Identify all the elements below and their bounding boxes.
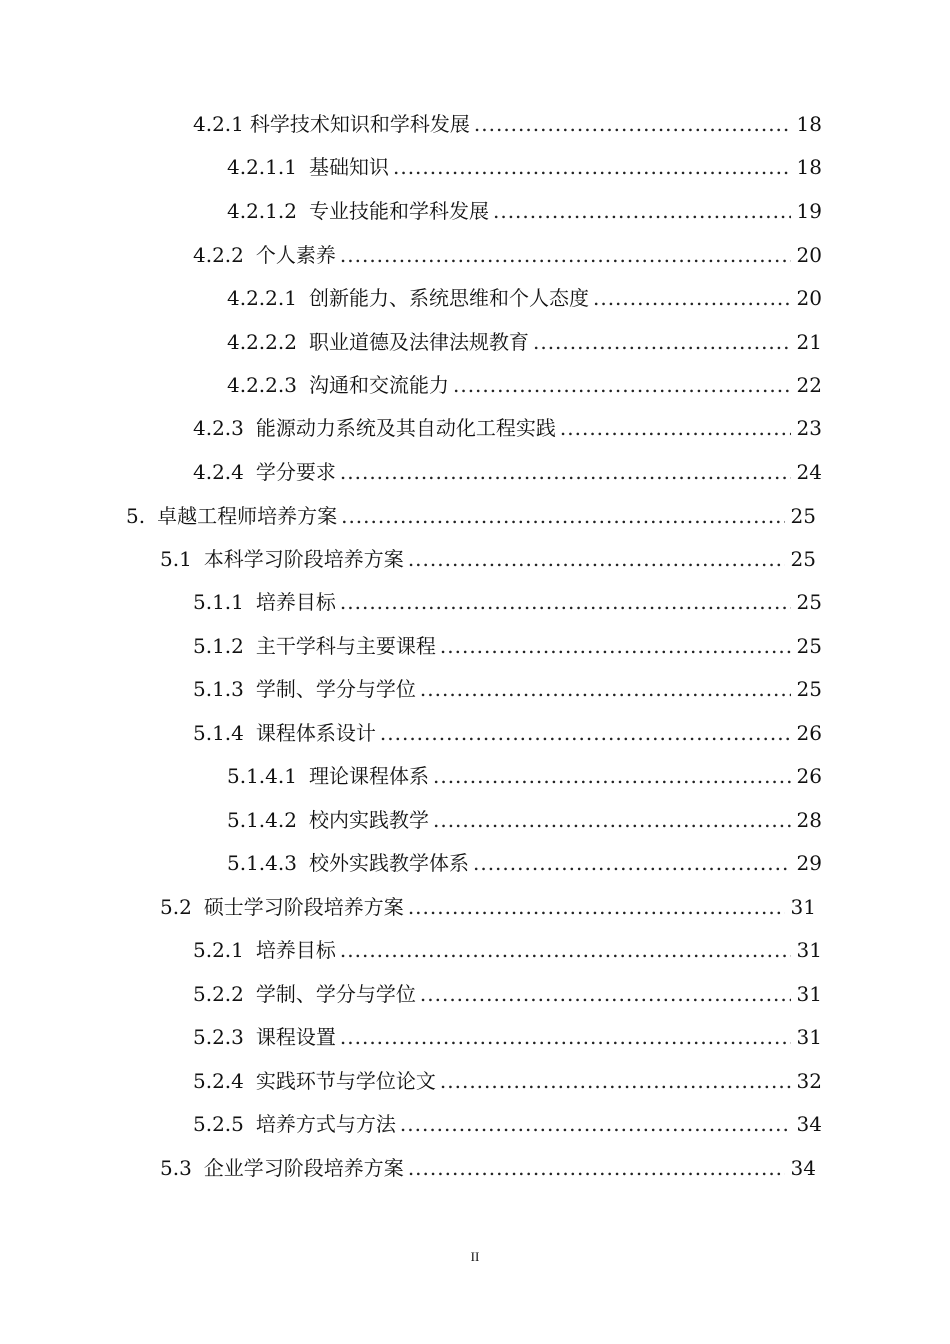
toc-number: 4.2.1.2 <box>227 199 297 223</box>
toc-leader <box>408 894 785 920</box>
toc-page-number: 31 <box>796 938 822 962</box>
toc-page-number: 26 <box>796 764 822 788</box>
toc-entry-5-1-4[interactable] <box>193 720 822 746</box>
toc-title: 企业学习阶段培养方案 <box>203 1156 404 1180</box>
toc-entry-4-2-2[interactable] <box>193 242 822 268</box>
toc-title: 学制、学分与学位 <box>255 677 416 701</box>
toc-page-number: 22 <box>796 373 822 397</box>
toc-entry-5-2-1[interactable] <box>193 937 822 963</box>
toc-entry-4-2-4[interactable] <box>193 459 822 485</box>
toc-number: 5.3 <box>160 1156 192 1180</box>
toc-number: 5.1.2 <box>193 634 244 658</box>
toc-title: 本科学习阶段培养方案 <box>203 547 404 571</box>
toc-entry-5-2-4[interactable] <box>193 1068 822 1094</box>
toc-number: 4.2.1 <box>193 112 244 136</box>
toc-page-number: 19 <box>796 199 822 223</box>
toc-leader <box>400 1111 791 1137</box>
toc-title: 沟通和交流能力 <box>308 373 449 397</box>
toc-number: 5.1.4.1 <box>227 764 297 788</box>
toc-number: 4.2.4 <box>193 460 244 484</box>
toc-title: 个人素养 <box>255 243 336 267</box>
toc-entry-4-2-2-3[interactable] <box>227 372 822 398</box>
toc-leader <box>393 154 791 180</box>
toc-entry-5-2-2[interactable] <box>193 981 822 1007</box>
toc-entry-5-1-4-1[interactable] <box>227 763 822 789</box>
toc-page-number: 25 <box>796 677 822 701</box>
toc-leader <box>474 111 791 137</box>
toc-number: 4.2.2 <box>193 243 244 267</box>
toc-page-number: 18 <box>796 155 822 179</box>
toc-number: 5.2.5 <box>193 1112 244 1136</box>
toc-title: 培养目标 <box>255 938 336 962</box>
toc-number: 5.2.2 <box>193 982 244 1006</box>
toc-title: 基础知识 <box>308 155 389 179</box>
toc-entry-5-1-3[interactable] <box>193 676 822 702</box>
toc-entry-5-1-4-2[interactable] <box>227 807 822 833</box>
toc-entry-4-2-3[interactable] <box>193 415 822 441</box>
toc-page-number: 25 <box>796 590 822 614</box>
toc-number: 5.1.3 <box>193 677 244 701</box>
toc-title: 校内实践教学 <box>308 808 429 832</box>
toc-entry-4-2-1-2[interactable] <box>227 198 822 224</box>
toc-number: 5.1.1 <box>193 590 244 614</box>
toc-title: 能源动力系统及其自动化工程实践 <box>255 416 556 440</box>
toc-leader <box>560 415 791 441</box>
toc-title: 培养目标 <box>255 590 336 614</box>
toc-title: 卓越工程师培养方案 <box>157 504 338 528</box>
toc-leader <box>420 981 791 1007</box>
toc-entry-5-2-5[interactable] <box>193 1111 822 1137</box>
toc-entry-4-2-1[interactable] <box>193 111 822 137</box>
toc-title: 主干学科与主要课程 <box>255 634 436 658</box>
toc-title: 职业道德及法律法规教育 <box>308 330 529 354</box>
toc-title: 校外实践教学体系 <box>308 851 469 875</box>
toc-page-number: 25 <box>790 547 816 571</box>
toc-title: 培养方式与方法 <box>255 1112 396 1136</box>
toc-page-number: 25 <box>790 504 816 528</box>
toc-leader <box>533 329 791 355</box>
toc-entry-4-2-2-1[interactable] <box>227 285 822 311</box>
toc-entry-4-2-1-1[interactable] <box>227 154 822 180</box>
toc-number: 5.1.4.2 <box>227 808 297 832</box>
toc-leader <box>473 850 791 876</box>
toc-page-number: 34 <box>790 1156 816 1180</box>
toc-page-number: 20 <box>796 243 822 267</box>
toc-title: 学制、学分与学位 <box>255 982 416 1006</box>
toc-title: 科学技术知识和学科发展 <box>249 112 470 136</box>
toc-number: 4.2.3 <box>193 416 244 440</box>
toc-leader <box>440 1068 791 1094</box>
toc-number: 5.2.1 <box>193 938 244 962</box>
toc-entry-5-2-3[interactable] <box>193 1024 822 1050</box>
toc-entry-5-1-1[interactable] <box>193 589 822 615</box>
toc-page-number: 34 <box>796 1112 822 1136</box>
toc-leader <box>433 763 791 789</box>
toc-title: 实践环节与学位论文 <box>255 1069 436 1093</box>
toc-entry-5-1-2[interactable] <box>193 633 822 659</box>
toc-leader <box>380 720 791 746</box>
toc-entry-5-1-4-3[interactable] <box>227 850 822 876</box>
toc-page-number: 25 <box>796 634 822 658</box>
toc-entry-5-1[interactable] <box>160 546 816 572</box>
toc-title: 理论课程体系 <box>308 764 429 788</box>
toc-page-number: 21 <box>796 330 822 354</box>
toc-number: 4.2.2.3 <box>227 373 297 397</box>
toc-page-number: 31 <box>790 895 816 919</box>
toc-leader <box>493 198 791 224</box>
toc-entry-5-3[interactable] <box>160 1155 816 1181</box>
toc-page-number: 24 <box>796 460 822 484</box>
toc-leader <box>341 503 784 529</box>
toc-leader <box>340 1024 791 1050</box>
toc-page-number: 29 <box>796 851 822 875</box>
toc-page-number: 18 <box>796 112 822 136</box>
toc-title: 创新能力、系统思维和个人态度 <box>308 286 589 310</box>
toc-page-number: 26 <box>796 721 822 745</box>
toc-number: 5.2.3 <box>193 1025 244 1049</box>
toc-title: 课程体系设计 <box>255 721 376 745</box>
toc-entry-4-2-2-2[interactable] <box>227 329 822 355</box>
toc-page-number: 28 <box>796 808 822 832</box>
toc-title: 硕士学习阶段培养方案 <box>203 895 404 919</box>
toc-title: 专业技能和学科发展 <box>308 199 489 223</box>
toc-leader <box>420 676 791 702</box>
toc-number: 5. <box>126 504 146 528</box>
toc-title: 学分要求 <box>255 460 336 484</box>
toc-leader <box>433 807 791 833</box>
toc-leader <box>408 546 785 572</box>
toc-entry-5-2[interactable] <box>160 894 816 920</box>
toc-page-number: 31 <box>796 1025 822 1049</box>
toc-leader <box>408 1155 785 1181</box>
toc-number: 5.2.4 <box>193 1069 244 1093</box>
toc-page-number: 32 <box>796 1069 822 1093</box>
toc-leader <box>340 589 791 615</box>
toc-leader <box>340 937 791 963</box>
page-footer-number: II <box>470 1249 480 1264</box>
toc-number: 4.2.2.2 <box>227 330 297 354</box>
toc-number: 5.1.4.3 <box>227 851 297 875</box>
toc-leader <box>340 242 791 268</box>
toc-number: 5.1.4 <box>193 721 244 745</box>
toc-title: 课程设置 <box>255 1025 336 1049</box>
toc-number: 4.2.2.1 <box>227 286 297 310</box>
toc-number: 5.2 <box>160 895 192 919</box>
toc-page-number: 31 <box>796 982 822 1006</box>
toc-number: 5.1 <box>160 547 192 571</box>
toc-number: 4.2.1.1 <box>227 155 297 179</box>
toc-page-number: 20 <box>796 286 822 310</box>
toc-entry-5[interactable] <box>126 503 816 529</box>
toc-leader <box>593 285 791 311</box>
toc-leader <box>340 459 791 485</box>
toc-leader <box>440 633 791 659</box>
toc-page-number: 23 <box>796 416 822 440</box>
toc-leader <box>453 372 791 398</box>
